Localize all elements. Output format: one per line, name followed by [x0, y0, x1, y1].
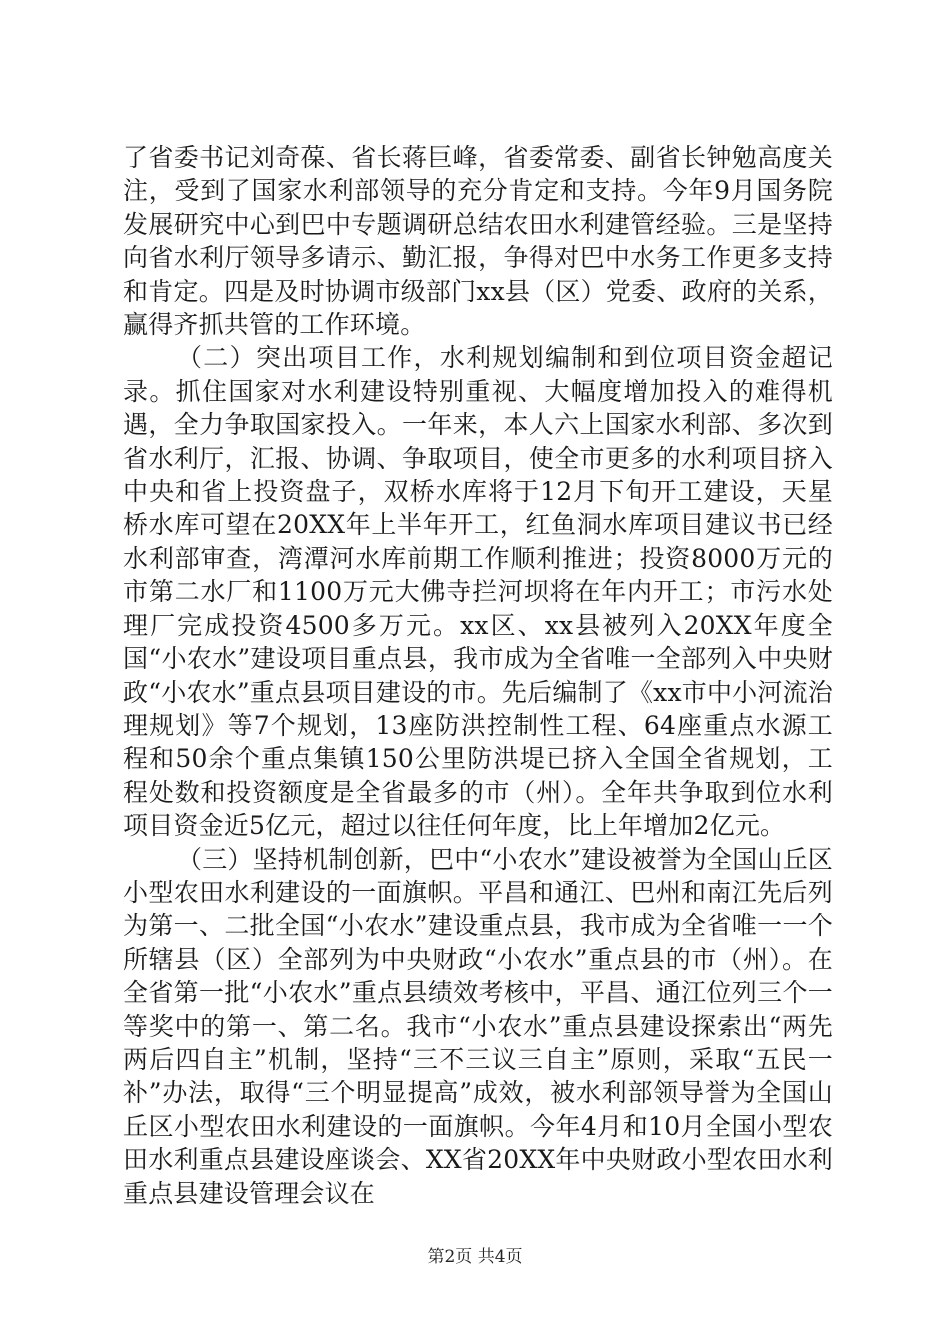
page-number: 第2页 — [427, 1247, 473, 1267]
page-footer — [0, 1246, 950, 1268]
document-body — [123, 141, 833, 1210]
paragraph-section-two: （二）突出项目工作，水利规划编制和到位项目资金超记录。抓住国家对水利建设特别重视、大幅度增加投入的难得机遇，全力争取国家投入。一年来，本人六上国家水利部、多次到省水利厅，汇报、协调、争取项目，使全市更多的水利项目挤入中央和省上投资盘子，双桥水库将于12月下旬开工建设，天星桥水库可望在20XX年上半年开工，红鱼洞水库项目建议书已经水利部审查，湾潭河水库前期工作顺利推进；投资8000万元的市第二水厂和1100万元大佛寺拦河坝将在年内开工；市污水处理厂完成投资4500多万元。xx区、xx县被列入20XX年度全国“小农水”建设项目重点县，我市成为全省唯一全部列入中央财政“小农水”重点县项目建设的市。先后编制了《xx市中小河流治理规划》等7个规划，13座防洪控制性工程、64座重点水源工程和50余个重点集镇150公里防洪堤已挤入全国全省规划，工程处数和投资额度是全省最多的市（州）。全年共争取到位水利项目资金近5亿元，超过以往任何年度，比上年增加2亿元。 — [123, 343, 833, 841]
paragraph-continuation: 了省委书记刘奇葆、省长蒋巨峰，省委常委、副省长钟勉高度关注，受到了国家水利部领导的充分肯定和支持。今年9月国务院发展研究中心到巴中专题调研总结农田水利建管经验。三是坚持向省水利厅领导多请示、勤汇报，争得对巴中水务工作更多支持和肯定。四是及时协调市级部门xx县（区）党委、政府的关系，赢得齐抓共管的工作环境。 — [123, 143, 833, 340]
page-total: 共4页 — [477, 1247, 523, 1267]
paragraph-section-three: （三）坚持机制创新，巴中“小农水”建设被誉为全国山丘区小型农田水利建设的一面旗帜。平昌和通江、巴州和南江先后列为第一、二批全国“小农水”建设重点县，我市成为全省唯一一个所辖县（区）全部列为中央财政“小农水”重点县的市（州）。在全省第一批“小农水”重点县绩效考核中，平昌、通江位列三个一等奖中的第一、第二名。我市“小农水”重点县建设探索出“两先两后四自主”机制，坚持“三不三议三自主”原则，采取“五民一补”办法，取得“三个明显提高”成效，被水利部领导誉为全国山丘区小型农田水利建设的一面旗帜。今年4月和10月全国小型农田水利重点县建设座谈会、XX省20XX年中央财政小型农田水利重点县建设管理会议在 — [123, 844, 833, 1208]
